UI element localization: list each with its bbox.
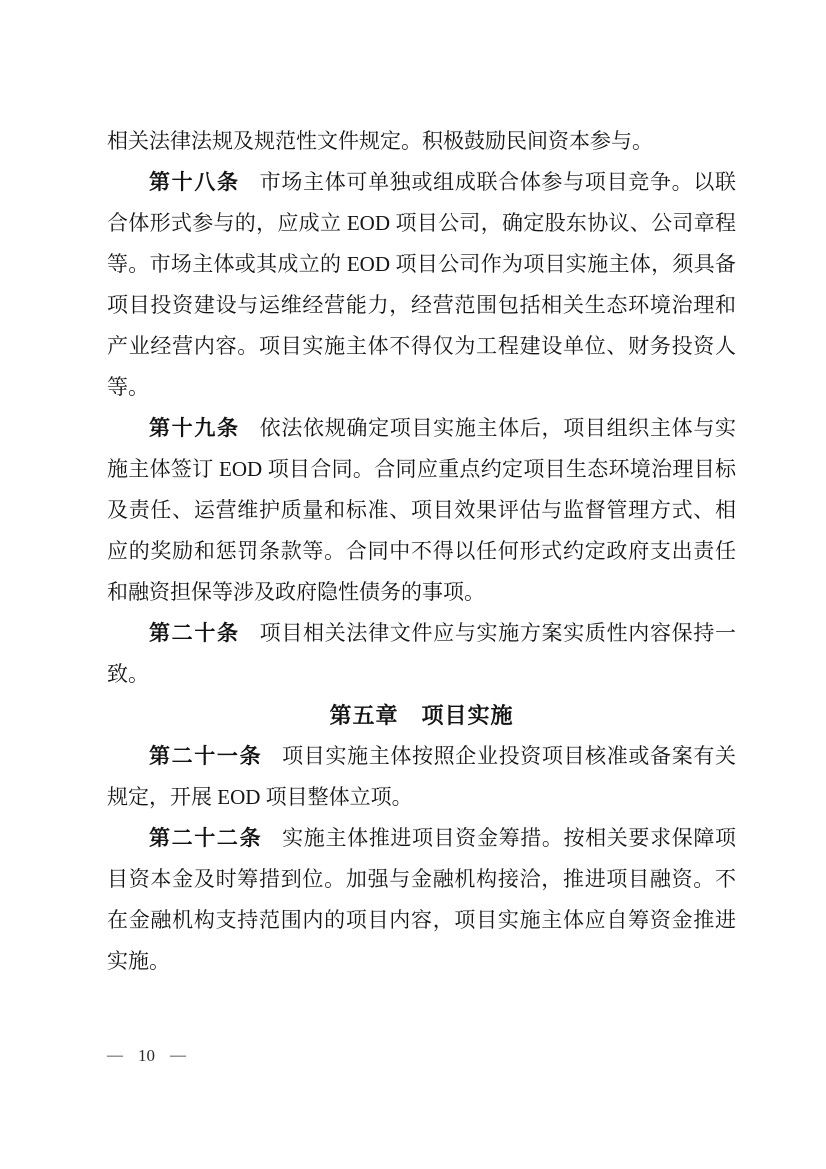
article-20-label: 第二十条 xyxy=(149,622,240,645)
article-21-paragraph xyxy=(107,736,736,818)
article-21-label: 第二十一条 xyxy=(149,745,263,768)
article-22-paragraph xyxy=(107,818,736,982)
footer-dash-left: — xyxy=(107,1047,123,1064)
chapter-5-heading: 第五章 项目实施 xyxy=(329,703,514,728)
article-20-text: 项目相关法律文件应与实施方案实质性内容保持一致。 xyxy=(107,621,737,686)
article-22-label: 第二十二条 xyxy=(149,827,263,850)
article-18-paragraph xyxy=(107,162,736,408)
article-21-text: 项目实施主体按照企业投资项目核准或备案有关规定，开展 EOD 项目整体立项。 xyxy=(107,744,737,809)
article-19-text: 依法依规确定项目实施主体后，项目组织主体与实施主体签订 EOD 项目合同。合同应重点约定项目生态环境治理目标及责任、运营维护质量和标准、项目效果评估与监督管理方式、相应的奖励和惩罚条款等。合同中不得以任何形式约定政府支出责任和融资担保等涉及政府隐性债务的事项。 xyxy=(107,416,737,604)
article-18-label: 第十八条 xyxy=(149,171,240,194)
article-19-paragraph xyxy=(107,408,736,613)
article-22-text: 实施主体推进项目资金筹措。按相关要求保障项目资本金及时筹措到位。加强与金融机构接洽，推进项目融资。不在金融机构支持范围内的项目内容，项目实施主体应自筹资金推进实施。 xyxy=(107,826,737,973)
article-20-paragraph xyxy=(107,613,736,695)
page-footer xyxy=(107,1044,186,1068)
page-number: 10 xyxy=(138,1046,155,1065)
footer-dash-right: — xyxy=(170,1047,186,1064)
paragraph-continued: 相关法律法规及规范性文件规定。积极鼓励民间资本参与。 xyxy=(107,129,653,153)
article-18-text: 市场主体可单独或组成联合体参与项目竞争。以联合体形式参与的，应成立 EOD 项目公司，确定股东协议、公司章程等。市场主体或其成立的 EOD 项目公司作为项目实施主体，须具备项目投资建设与运维经营能力，经营范围包括相关生态环境治理和产业经营内容。项目实施主体不得仅为工程建设单位、财务投资人等。 xyxy=(107,170,737,399)
article-19-label: 第十九条 xyxy=(149,417,240,440)
document-body xyxy=(107,121,736,982)
